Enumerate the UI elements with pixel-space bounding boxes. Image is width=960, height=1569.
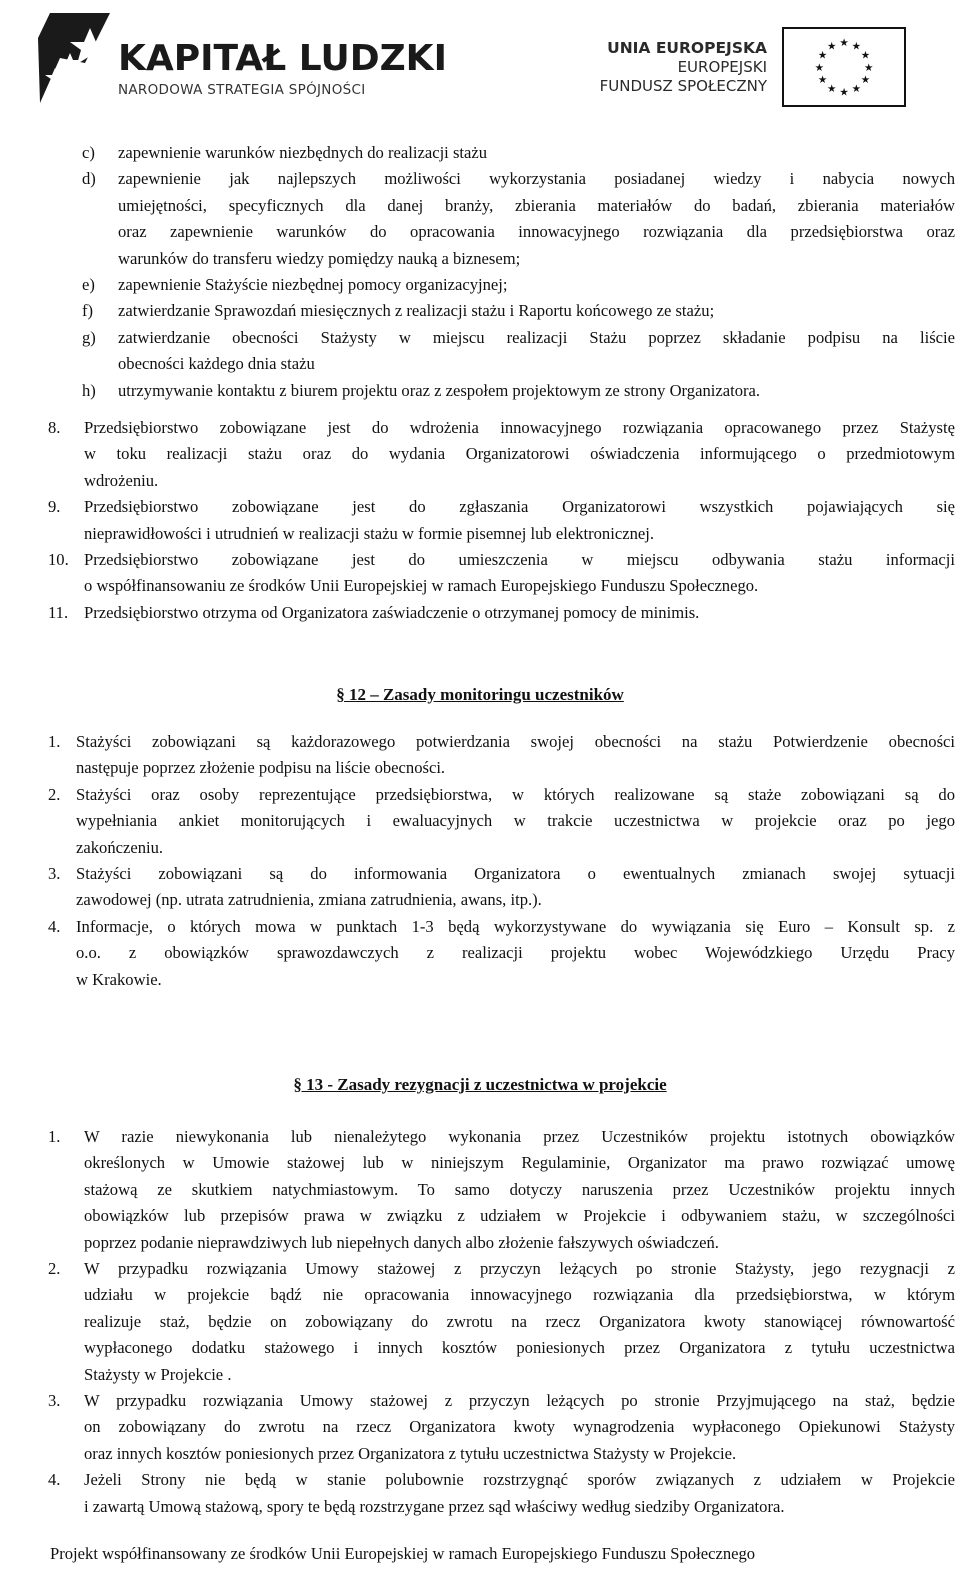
- text-line: Stażysty w Projekcie .: [84, 1364, 232, 1384]
- list-marker: 10.: [48, 550, 69, 569]
- eu-star-icon: ★: [851, 84, 862, 96]
- list-marker: c): [82, 143, 95, 162]
- list-marker: d): [82, 169, 96, 189]
- text-line: oraz zapewnienie warunków do opracowania innowacyjnego rozwiązania dla przedsiębiorstwa oraz: [118, 222, 955, 242]
- text-line: Stażyści zobowiązani są do informowania Organizatora o ewentualnych zmianach swojej sytuacji: [76, 864, 955, 883]
- text-line: wdrożeniu.: [84, 470, 159, 490]
- list-marker: h): [82, 380, 96, 400]
- text-line: w toku realizacji stażu oraz do wydania Organizatorowi oświadczenia informującego o przedmiotowym: [84, 444, 955, 464]
- text-line: Przedsiębiorstwo otrzyma od Organizatora zaświadczenie o otrzymanej pomocy de minimis.: [84, 602, 700, 622]
- list-marker: g): [82, 327, 96, 347]
- text-line: zapewnienie warunków niezbędnych do realizacji stażu: [118, 143, 488, 162]
- text-line: w Krakowie.: [76, 969, 162, 989]
- eu-star-icon: ★: [864, 62, 874, 74]
- section-heading-text: § 12 – Zasady monitoringu uczestników: [336, 685, 624, 704]
- eu-flag-icon: [782, 27, 906, 107]
- eu-star-icon: ★: [826, 41, 837, 53]
- text-line: realizuje staż, będzie on zobowiązany do zwrotu na rzecz Organizatora kwoty stanowiącej równowartość: [84, 1311, 955, 1331]
- text-line: poprzez podanie nieprawdziwych lub niepełnych danych albo złożenie fałszywych oświadczeń.: [84, 1232, 719, 1252]
- section-heading: [0, 684, 960, 706]
- text-line: zapewnienie jak najlepszych możliwości wykorzystania posiadanej wiedzy i nabycia nowych: [118, 169, 955, 189]
- eu-line3: FUNDUSZ SPOŁECZNY: [599, 77, 767, 95]
- text-line: W przypadku rozwiązania Umowy stażowej z przyczyn leżących po stronie Przyjmującego na staż, będzie: [84, 1391, 955, 1410]
- page-header: [0, 0, 960, 120]
- text-line: W razie niewykonania lub nienależytego wykonania przez Uczestników projektu istotnych obowiązków: [84, 1127, 955, 1146]
- text-line: Stażyści zobowiązani są każdorazowego potwierdzania swojej obecności na stażu Potwierdzenie obecności: [76, 732, 955, 751]
- list-marker: 3.: [48, 864, 61, 883]
- text-line: obecności każdego dnia stażu: [118, 354, 315, 374]
- text-line: następuje poprzez złożenie podpisu na liście obecności.: [76, 758, 446, 778]
- text-line: obowiązków lub przepisów prawa w związku z udziałem w Projekcie i odbywaniem stażu, w szczególności: [84, 1206, 955, 1226]
- list-marker: 8.: [48, 418, 61, 437]
- text-line: udziału w projekcie bądź nie opracowania innowacyjnego rozwiązania dla przedsiębiorstwa, w którym: [84, 1285, 955, 1305]
- list-marker: 1.: [48, 732, 61, 751]
- text-line: Jeżeli Strony nie będą w stanie polubownie rozstrzygnąć sporów związanych z udziałem w Projekcie: [84, 1470, 955, 1490]
- text-line: określonych w Umowie stażowej lub w niniejszym Regulaminie, Organizator ma prawo rozwiązać umowę: [84, 1153, 955, 1173]
- list-marker: 4.: [48, 916, 61, 936]
- text-line: zawodowej (np. utrata zatrudnienia, zmiana zatrudnienia, awans, itp.).: [76, 890, 542, 910]
- list-marker: 4.: [48, 1470, 61, 1490]
- text-line: Stażyści oraz osoby reprezentujące przedsiębiorstwa, w których realizowane są staże zobowiązani są do: [76, 784, 955, 804]
- kl-title: KAPITAŁ LUDZKI: [118, 38, 447, 79]
- kapital-ludzki-logo-icon: [30, 8, 130, 108]
- text-line: zatwierdzanie Sprawozdań miesięcznych z realizacji stażu i Raportu końcowego ze stażu;: [118, 301, 715, 321]
- list-marker: 11.: [48, 602, 69, 622]
- kl-subtitle: NARODOWA STRATEGIA SPÓJNOŚCI: [118, 82, 366, 98]
- eu-star-icon: ★: [826, 84, 837, 96]
- eu-star-icon: ★: [851, 41, 862, 53]
- eu-star-icon: ★: [860, 75, 871, 87]
- list-marker: e): [82, 275, 95, 294]
- text-line: W przypadku rozwiązania Umowy stażowej z przyczyn leżących po stronie Stażysty, jego rezygnacji z: [84, 1259, 955, 1278]
- text-line: zatwierdzanie obecności Stażysty w miejscu realizacji Stażu poprzez składanie podpisu na liście: [118, 327, 955, 347]
- kapital-ludzki-wordmark: [118, 40, 447, 98]
- text-line: on zobowiązany do zwrotu na rzecz Organizatora kwoty wynagrodzenia wypłaconego Opiekunowi Stażysty: [84, 1417, 955, 1437]
- text-line: o współfinansowaniu ze środków Unii Europejskiej w ramach Europejskiego Funduszu Społecznego.: [84, 576, 759, 596]
- text-line: Przedsiębiorstwo zobowiązane jest do umieszczenia w miejscu odbywania stażu informacji: [84, 550, 955, 569]
- text-line: o.o. z obowiązków sprawozdawczych z realizacji projektu wobec Wojewódzkiego Urzędu Pracy: [76, 943, 955, 963]
- page-footer: Projekt współfinansowany ze środków Unii Europejskiej w ramach Europejskiego Funduszu Społecznego: [50, 1544, 756, 1563]
- list-marker: 2.: [48, 784, 61, 804]
- text-line: wypełniania ankiet monitorujących i ewaluacyjnych w trakcie uczestnictwa w projekcie oraz po jego: [76, 811, 955, 831]
- text-line: stażową ze skutkiem natychmiastowym. To samo dotyczy naruszenia przez Uczestników projektu innych: [84, 1179, 955, 1199]
- text-line: zapewnienie Stażyście niezbędnej pomocy organizacyjnej;: [118, 275, 508, 294]
- eu-star-icon: ★: [860, 50, 871, 62]
- text-line: umiejętności, specyficznych dla danej branży, zbierania materiałów do badań, zbierania materiałów: [118, 195, 955, 215]
- text-line: wypłaconego dodatku stażowego i innych kosztów poniesionych przez Organizatora z tytułu uczestnictwa: [84, 1338, 955, 1358]
- text-line: Przedsiębiorstwo zobowiązane jest do zgłaszania Organizatorowi wszystkich pojawiających się: [84, 497, 955, 517]
- eu-star-icon: ★: [817, 50, 828, 62]
- text-line: Przedsiębiorstwo zobowiązane jest do wdrożenia innowacyjnego rozwiązania opracowanego przez Stażystę: [84, 418, 955, 437]
- text-line: Informacje, o których mowa w punktach 1-3 będą wykorzystywane do wywiązania się Euro – Konsult sp. z: [76, 916, 955, 936]
- eu-star-icon: ★: [814, 62, 824, 74]
- list-marker: 1.: [48, 1127, 61, 1146]
- eu-star-icon: ★: [817, 75, 828, 87]
- list-marker: 3.: [48, 1391, 61, 1410]
- text-line: oraz innych kosztów poniesionych przez Organizatora z tytułu uczestnictwa Stażysty w Projekcie.: [84, 1443, 737, 1463]
- eu-star-icon: ★: [839, 87, 849, 99]
- list-marker: 2.: [48, 1259, 61, 1278]
- text-line: zakończeniu.: [76, 837, 164, 857]
- section-heading-text: § 13 - Zasady rezygnacji z uczestnictwa w projekcie: [293, 1075, 667, 1094]
- eu-star-icon: ★: [839, 38, 849, 50]
- text-line: warunków do transferu wiedzy pomiędzy nauką a biznesem;: [118, 248, 521, 268]
- text-line: utrzymywanie kontaktu z biurem projektu oraz z zespołem projektowym ze strony Organizatora.: [118, 380, 761, 400]
- eu-line2: EUROPEJSKI: [677, 58, 767, 76]
- text-line: nieprawidłowości i utrudnień w realizacji stażu w formie pisemnej lub elektronicznej.: [84, 523, 654, 543]
- list-marker: f): [82, 301, 94, 321]
- section-heading: [0, 1074, 960, 1096]
- text-line: i zawartą Umową stażową, spory te będą rozstrzygane przez sąd właściwy według siedziby Organizatora.: [84, 1496, 785, 1516]
- eu-wordmark: [600, 38, 767, 96]
- eu-line1: UNIA EUROPEJSKA: [607, 39, 767, 57]
- list-marker: 9.: [48, 497, 61, 517]
